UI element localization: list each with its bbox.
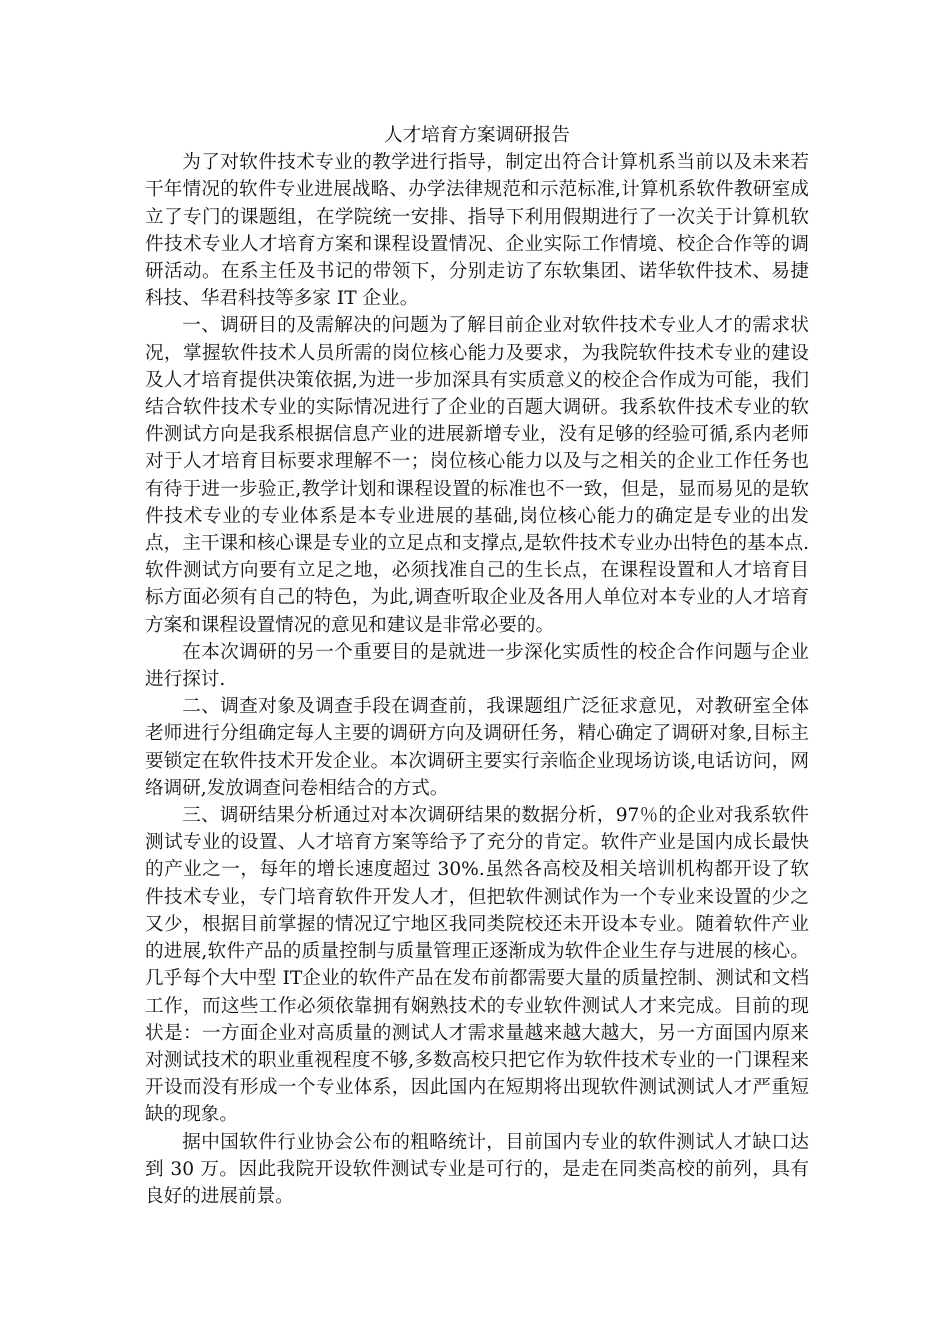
paragraph-section-3: 三、调研结果分析通过对本次调研结果的数据分析，97％的企业对我系软件测试专业的设置、人才培育方案等给予了充分的肯定。软件产业是国内成长最快的产业之一，每年的增长速度超过 30%.虽然各高校及相关培训机构都开设了软件技术专业，专门培育软件开发人才，但把软件测试作为一个专业来设置的少之又少，根据目前掌握的情况辽宁地区我同类院校还未开设本专业。随着软件产业的进展,软件产品的质量控制与质量管理正逐渐成为软件企业生存与进展的核心。几乎每个大中型 IT企业的软件产品在发布前都需要大量的质量控制、测试和文档工作，而这些工作必须依靠拥有娴熟技术的专业软件测试人才来完成。目前的现状是：一方面企业对高质量的测试人才需求量越来越大越大，另一方面国内原来对测试技术的职业重视程度不够,多数高校只把它作为软件技术专业的一门课程来开设而没有形成一个专业体系，因此国内在短期将出现软件测试测试人才严重短缺的现象。 [145,805,809,1126]
document-title: 人才培育方案调研报告 [384,125,570,146]
paragraph-section-1: 一、调研目的及需解决的问题为了解目前企业对软件技术专业人才的需求状况，掌握软件技术人员所需的岗位核心能力及要求，为我院软件技术专业的建设及人才培育提供决策依据,为进一步加深具有实质意义的校企合作成为可能，我们结合软件技术专业的实际情况进行了企业的百题大调研。我系软件技术专业的软件测试方向是我系根据信息产业的进展新增专业，没有足够的经验可循,系内老师对于人才培育目标要求理解不一；岗位核心能力以及与之相关的企业工作任务也有待于进一步验正,教学计划和课程设置的标准也不一致，但是，显而易见的是软件技术专业的专业体系是本专业进展的基础,岗位核心能力的确定是专业的出发点，主干课和核心课是专业的立足点和支撑点,是软件技术专业办出特色的基本点.软件测试方向要有立足之地，必须找准自己的生长点，在课程设置和人才培育目标方面必须有自己的特色，为此,调查听取企业及各用人单位对本专业的人才培育方案和课程设置情况的意见和建议是非常必要的。 [145,315,809,636]
paragraph-conclusion: 据中国软件行业协会公布的粗略统计，目前国内专业的软件测试人才缺口达到 30 万。因此我院开设软件测试专业是可行的，是走在同类高校的前列，具有良好的进展前景。 [145,1131,809,1207]
paragraph-intro: 为了对软件技术专业的教学进行指导，制定出符合计算机系当前以及未来若干年情况的软件专业进展战略、办学法律规范和示范标准,计算机系软件教研室成立了专门的课题组，在学院统一安排、指导下利用假期进行了一次关于计算机软件技术专业人才培育方案和课程设置情况、企业实际工作情境、校企合作等的调研活动。在系主任及书记的带领下，分别走访了东软集团、诺华软件技术、易捷科技、华君科技等多家 IT 企业。 [145,152,809,310]
paragraph-section-1-continued: 在本次调研的另一个重要目的是就进一步深化实质性的校企合作问题与企业进行探讨. [145,641,809,691]
document-body [145,122,809,1210]
paragraph-section-2: 二、调查对象及调查手段在调查前，我课题组广泛征求意见，对教研室全体老师进行分组确定每人主要的调研方向及调研任务，精心确定了调研对象,目标主要锁定在软件技术开发企业。本次调研主要实行亲临企业现场访谈,电话访问，网络调研,发放调查问卷相结合的方式。 [145,696,809,799]
